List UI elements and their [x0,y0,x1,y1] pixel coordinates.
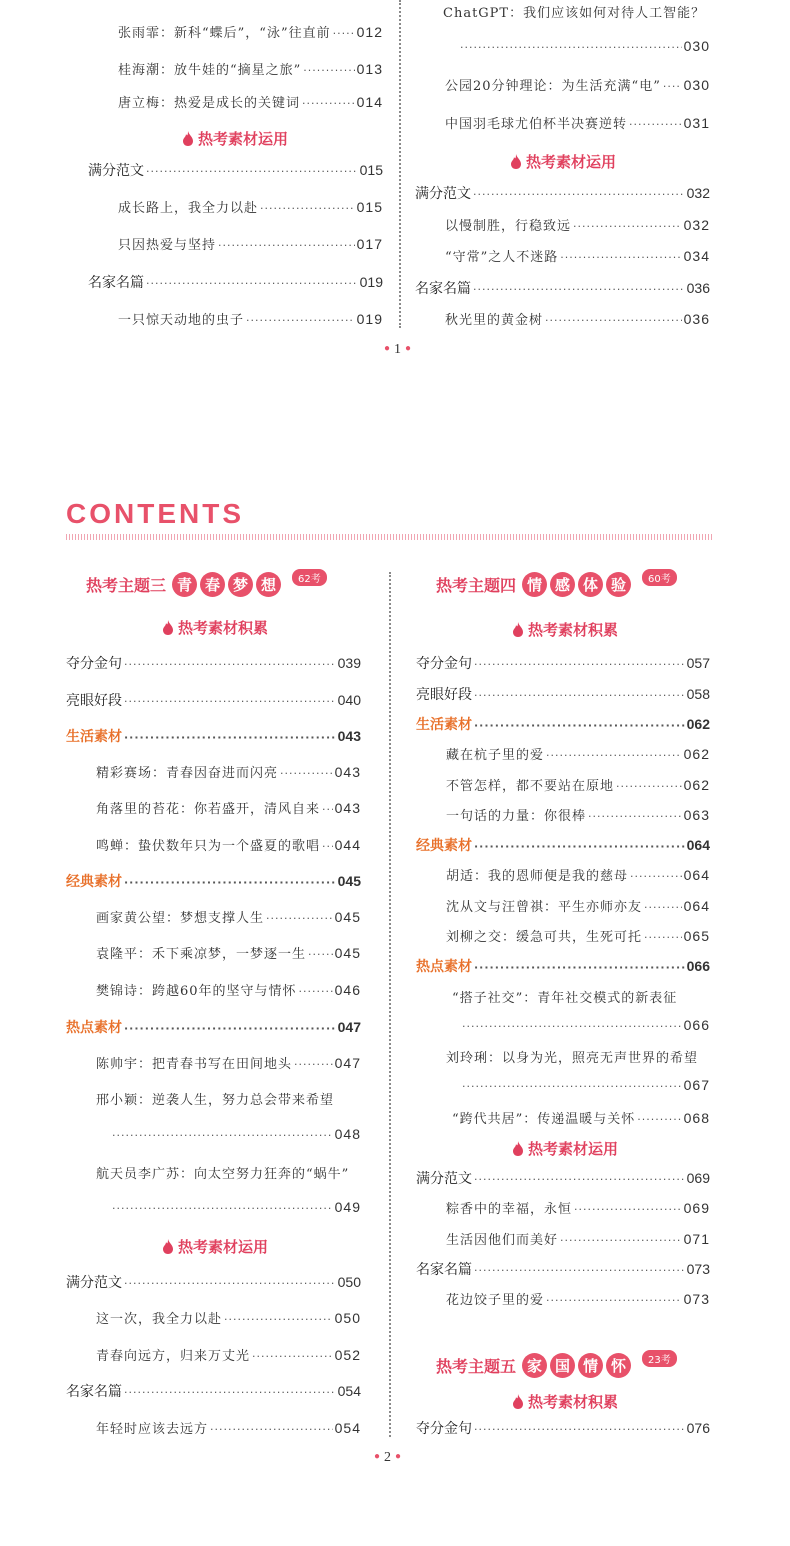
flame-icon [512,1141,524,1156]
toc-entry[interactable]: “守常”之人不迷路 ····· 034 [445,246,710,265]
toc-entry[interactable]: 夺分金句 ····· 076 [416,1418,710,1438]
toc-entry[interactable]: 成长路上，我全力以赴 ····· 015 [118,197,383,216]
exam-count-badge: 60考 [642,569,677,586]
toc-entry-wrapped[interactable]: 刘玲琍：以身为光，照亮无声世界的希望 [446,1051,699,1066]
section-subheading: 热考素材积累 [70,617,360,638]
toc-category[interactable]: 经典素材 ····· 045 [66,871,361,891]
toc-entry[interactable]: 画家黄公望：梦想支撑人生 ····· 045 [96,907,361,926]
toc-entry-continuation[interactable]: ····· 067 [460,1077,710,1093]
column-divider [389,572,391,1437]
contents-rule [66,534,714,540]
toc-entry[interactable]: 樊锦诗：跨越60年的坚守与情怀 ····· 046 [96,980,361,999]
toc-entry-continuation[interactable]: ····· 049 [110,1199,361,1215]
section-subheading: 热考素材积累 [420,1391,710,1412]
toc-page-2 [0,400,790,1546]
toc-entry-continuation[interactable]: ····· 066 [460,1017,710,1033]
theme-char: 国 [550,1353,575,1378]
toc-entry[interactable]: 花边饺子里的爱 ····· 073 [446,1289,710,1308]
section-subheading: 热考素材运用 [420,1138,710,1159]
toc-category[interactable]: 热点素材 ····· 066 [416,956,710,976]
toc-entry-continuation[interactable]: ····· 048 [110,1126,361,1142]
toc-entry-wrapped[interactable]: 航天员李广苏：向太空努力狂奔的“蜗牛” [96,1167,350,1182]
toc-entry[interactable]: 沈从文与汪曾祺：平生亦师亦友 ····· 064 [446,896,710,915]
exam-count-badge: 23考 [642,1350,677,1367]
toc-entry[interactable]: 鸣蝉：蛰伏数年只为一个盛夏的歌唱 ····· 044 [96,835,361,854]
toc-category[interactable]: 经典素材 ····· 064 [416,835,710,855]
toc-entry[interactable]: 张雨霏：新科“蝶后”，“泳”往直前 ····· 012 [118,22,383,41]
toc-entry[interactable]: 刘柳之交：缓急可共，生死可托 ····· 065 [446,926,710,945]
toc-entry[interactable]: 中国羽毛球尤伯杯半决赛逆转 ····· 031 [445,113,710,132]
toc-entry-wrapped[interactable]: “搭子社交”：青年社交模式的新表征 [452,991,678,1006]
theme-char: 情 [522,572,547,597]
flame-icon [182,131,194,146]
toc-category[interactable]: 生活素材 ····· 043 [66,726,361,746]
flame-icon [512,622,524,637]
toc-entry[interactable]: 不管怎样，都不要站在原地 ····· 062 [446,775,710,794]
toc-entry[interactable]: 名家名篇 ····· 036 [415,278,710,298]
toc-page-1 [0,0,790,400]
theme-char: 情 [578,1353,603,1378]
toc-entry[interactable]: 角落里的苔花：你若盛开，清风自来 ····· 043 [96,798,361,817]
theme-char: 体 [578,572,603,597]
theme-char: 家 [522,1353,547,1378]
toc-entry[interactable]: “跨代共居”：传递温暖与关怀 ····· 068 [452,1108,710,1127]
section-subheading: 热考素材积累 [420,619,710,640]
toc-entry[interactable]: 陈帅宇：把青春书写在田间地头 ····· 047 [96,1053,361,1072]
theme-char: 梦 [228,572,253,597]
toc-entry[interactable]: 亮眼好段 ····· 040 [66,690,361,710]
toc-category[interactable]: 生活素材 ····· 062 [416,714,710,734]
section-subheading: 热考素材运用 [70,1236,360,1257]
section-subheading: 热考素材运用 [418,151,708,172]
toc-entry[interactable]: 胡适：我的恩师便是我的慈母 ····· 064 [446,865,710,884]
toc-entry[interactable]: 一只惊天动地的虫子 ····· 019 [118,309,383,328]
toc-entry[interactable]: 藏在杭子里的爱 ····· 062 [446,744,710,763]
flame-icon [162,620,174,635]
page-number: ● 1 ● [384,342,412,357]
toc-entry[interactable]: 这一次，我全力以赴 ····· 050 [96,1308,361,1327]
toc-entry[interactable]: 夺分金句 ····· 057 [416,653,710,673]
section-subheading: 热考素材运用 [90,128,380,149]
toc-category[interactable]: 热点素材 ····· 047 [66,1017,361,1037]
toc-entry[interactable]: 名家名篇 ····· 073 [416,1259,710,1279]
toc-entry[interactable]: 一句话的力量：你很棒 ····· 063 [446,805,710,824]
flame-icon [162,1239,174,1254]
toc-entry-wrapped[interactable]: ChatGPT：我们应该如何对待人工智能？ [443,6,706,21]
toc-entry[interactable]: 袁隆平：禾下乘凉梦，一梦逐一生 ····· 045 [96,943,361,962]
toc-entry[interactable]: 名家名篇 ····· 054 [66,1381,361,1401]
toc-entry-wrapped[interactable]: 邢小颖：逆袭人生，努力总会带来希望 [96,1093,335,1108]
exam-count-badge: 62考 [292,569,327,586]
theme-char: 验 [606,572,631,597]
theme-char: 春 [200,572,225,597]
toc-entry[interactable]: 满分范文 ····· 050 [66,1272,361,1292]
contents-title: CONTENTS [66,498,244,529]
toc-entry[interactable]: 桂海潮：放牛娃的“摘星之旅” ····· 013 [118,59,383,78]
toc-entry[interactable]: 年轻时应该去远方 ····· 054 [96,1418,361,1437]
toc-entry[interactable]: 生活因他们而美好 ····· 071 [446,1229,710,1248]
toc-entry[interactable]: 夺分金句 ····· 039 [66,653,361,673]
toc-entry[interactable]: 精彩赛场：青春因奋进而闪亮 ····· 043 [96,762,361,781]
theme-char: 想 [256,572,281,597]
toc-entry[interactable]: 公园20分钟理论：为生活充满“电” ····· 030 [445,75,710,94]
toc-entry[interactable]: 粽香中的幸福，永恒 ····· 069 [446,1198,710,1217]
toc-entry[interactable]: 满分范文 ····· 032 [415,183,710,203]
theme-char: 感 [550,572,575,597]
flame-icon [510,154,522,169]
toc-entry[interactable]: 满分范文 ····· 069 [416,1168,710,1188]
theme-header: 热考主题三 青 春 梦 想 62考 [86,572,327,597]
toc-entry[interactable]: 秋光里的黄金树 ····· 036 [445,309,710,328]
toc-entry[interactable]: 名家名篇 ····· 019 [88,272,383,292]
toc-entry[interactable]: 青春向远方，归来万丈光 ····· 052 [96,1345,361,1364]
toc-entry[interactable]: 唐立梅：热爱是成长的关键词 ····· 014 [118,92,383,111]
flame-icon [512,1394,524,1409]
page-number: ● 2 ● [374,1450,402,1465]
toc-entry[interactable]: 满分范文 ····· 015 [88,160,383,180]
toc-entry-continuation[interactable]: ····· 030 [458,38,710,54]
toc-entry[interactable]: 只因热爱与坚持 ····· 017 [118,234,383,253]
theme-char: 青 [172,572,197,597]
column-divider [399,0,401,328]
toc-entry[interactable]: 亮眼好段 ····· 058 [416,684,710,704]
theme-header: 热考主题五 家 国 情 怀 23考 [436,1353,677,1378]
theme-header: 热考主题四 情 感 体 验 60考 [436,572,677,597]
theme-char: 怀 [606,1353,631,1378]
toc-entry[interactable]: 以慢制胜，行稳致远 ····· 032 [445,215,710,234]
